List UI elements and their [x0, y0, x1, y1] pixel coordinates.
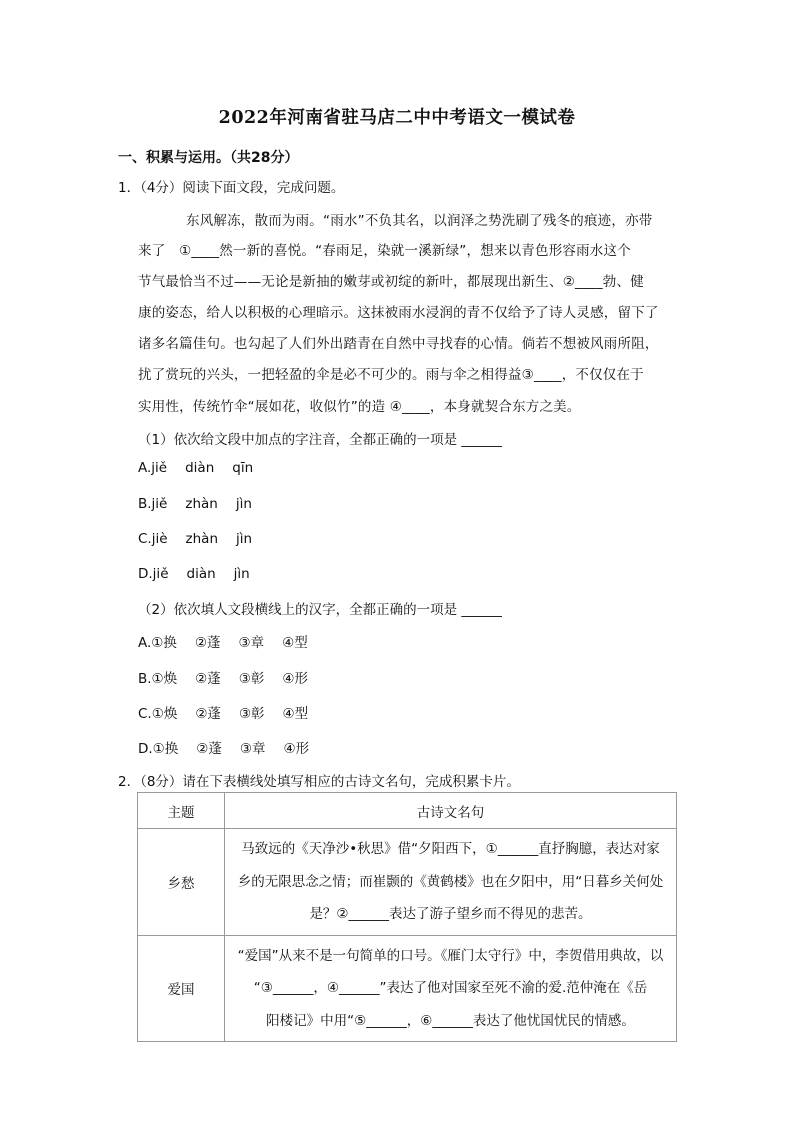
option-b[interactable]: B.①焕 ②蓬 ③彰 ④形 [138, 671, 308, 687]
option-d[interactable]: D.①换 ②蓬 ③章 ④形 [138, 741, 310, 757]
column-header: 古诗文名句 [225, 793, 677, 829]
question-1-stem: 1．（4分）阅读下面文段，完成问题。 [118, 180, 345, 196]
option-a[interactable]: A.jiě diàn qīn [138, 460, 254, 476]
accumulation-card-table [137, 792, 677, 1042]
column-header: 主题 [138, 793, 225, 829]
content-line: 是？②______表达了游子望乡而不得见的悲苦。 [309, 906, 592, 922]
table-row [138, 935, 677, 1042]
content-line: “爱国”从来不是一句简单的口号。《雁门太守行》中，李贺借用典故，以 [237, 947, 664, 964]
passage-line: 诸多名篇佳句。也勾起了人们外出踏青在自然中寻找春的心情。倘若不想被风雨所阻， [138, 336, 659, 352]
passage-line: 扰了赏玩的兴头，一把轻盈的伞是必不可少的。雨与伞之相得益③____，不仅仅在于 [138, 367, 644, 383]
section-heading: 一、积累与运用。（共28分） [118, 150, 299, 166]
sub-question-2: （2）依次填人文段横线上的汉字，全都正确的一项是 ______ [138, 602, 502, 618]
content-line: “③______，④______”表达了他对国家至死不渝的爱.范仲淹在《岳 [253, 980, 648, 996]
option-c[interactable]: C.①焕 ②蓬 ③彰 ④型 [138, 706, 309, 722]
table-header-row [138, 793, 677, 829]
option-a[interactable]: A.①换 ②蓬 ③章 ④型 [138, 635, 308, 651]
page-title: 2022年河南省驻马店二中中考语文一模试卷 [218, 108, 576, 128]
content-line: 阳楼记》中用“⑤______，⑥______表达了他忧国忧民的情感。 [266, 1012, 635, 1029]
topic-cell: 乡愁 [138, 829, 225, 936]
content-cell [225, 935, 677, 1042]
passage-line: 东风解冻，散而为雨。“雨水”不负其名，以润泽之势洗刷了残冬的痕迹，亦带 [186, 213, 653, 229]
content-line: 马致远的《天净沙•秋思》借“夕阳西下，①______直抒胸臆，表达对家 [241, 841, 660, 857]
sub-question-1: （1）依次给文段中加点的字注音，全都正确的一项是 ______ [138, 432, 502, 448]
content-line: 乡的无限思念之情；而崔颢的《黄鹤楼》也在夕阳中，用“日暮乡关何处 [237, 873, 664, 890]
table-row [138, 829, 677, 936]
option-d[interactable]: D.jiě diàn jìn [138, 566, 250, 582]
content-cell [225, 829, 677, 936]
question-2-stem: 2．（8分）请在下表横线处填写相应的古诗文名句，完成积累卡片。 [118, 774, 520, 790]
topic-cell: 爱国 [138, 935, 225, 1042]
option-c[interactable]: C.jiè zhàn jìn [138, 531, 253, 547]
passage-line: 实用性，传统竹伞“展如花，收似竹”的造 ④____，本身就契合东方之美。 [138, 399, 581, 415]
passage-line: 来了 ①____然一新的喜悦。“春雨足，染就一溪新绿”，想来以青色形容雨水这个 [138, 243, 631, 259]
option-b[interactable]: B.jiě zhàn jìn [138, 496, 252, 512]
passage-line: 康的姿态，给人以积极的心理暗示。这抹被雨水浸润的青不仅给予了诗人灵感，留下了 [138, 305, 659, 321]
passage-line: 节气最恰当不过——无论是新抽的嫩芽或初绽的新叶，都展现出新生、②____勃、健 [138, 274, 644, 290]
